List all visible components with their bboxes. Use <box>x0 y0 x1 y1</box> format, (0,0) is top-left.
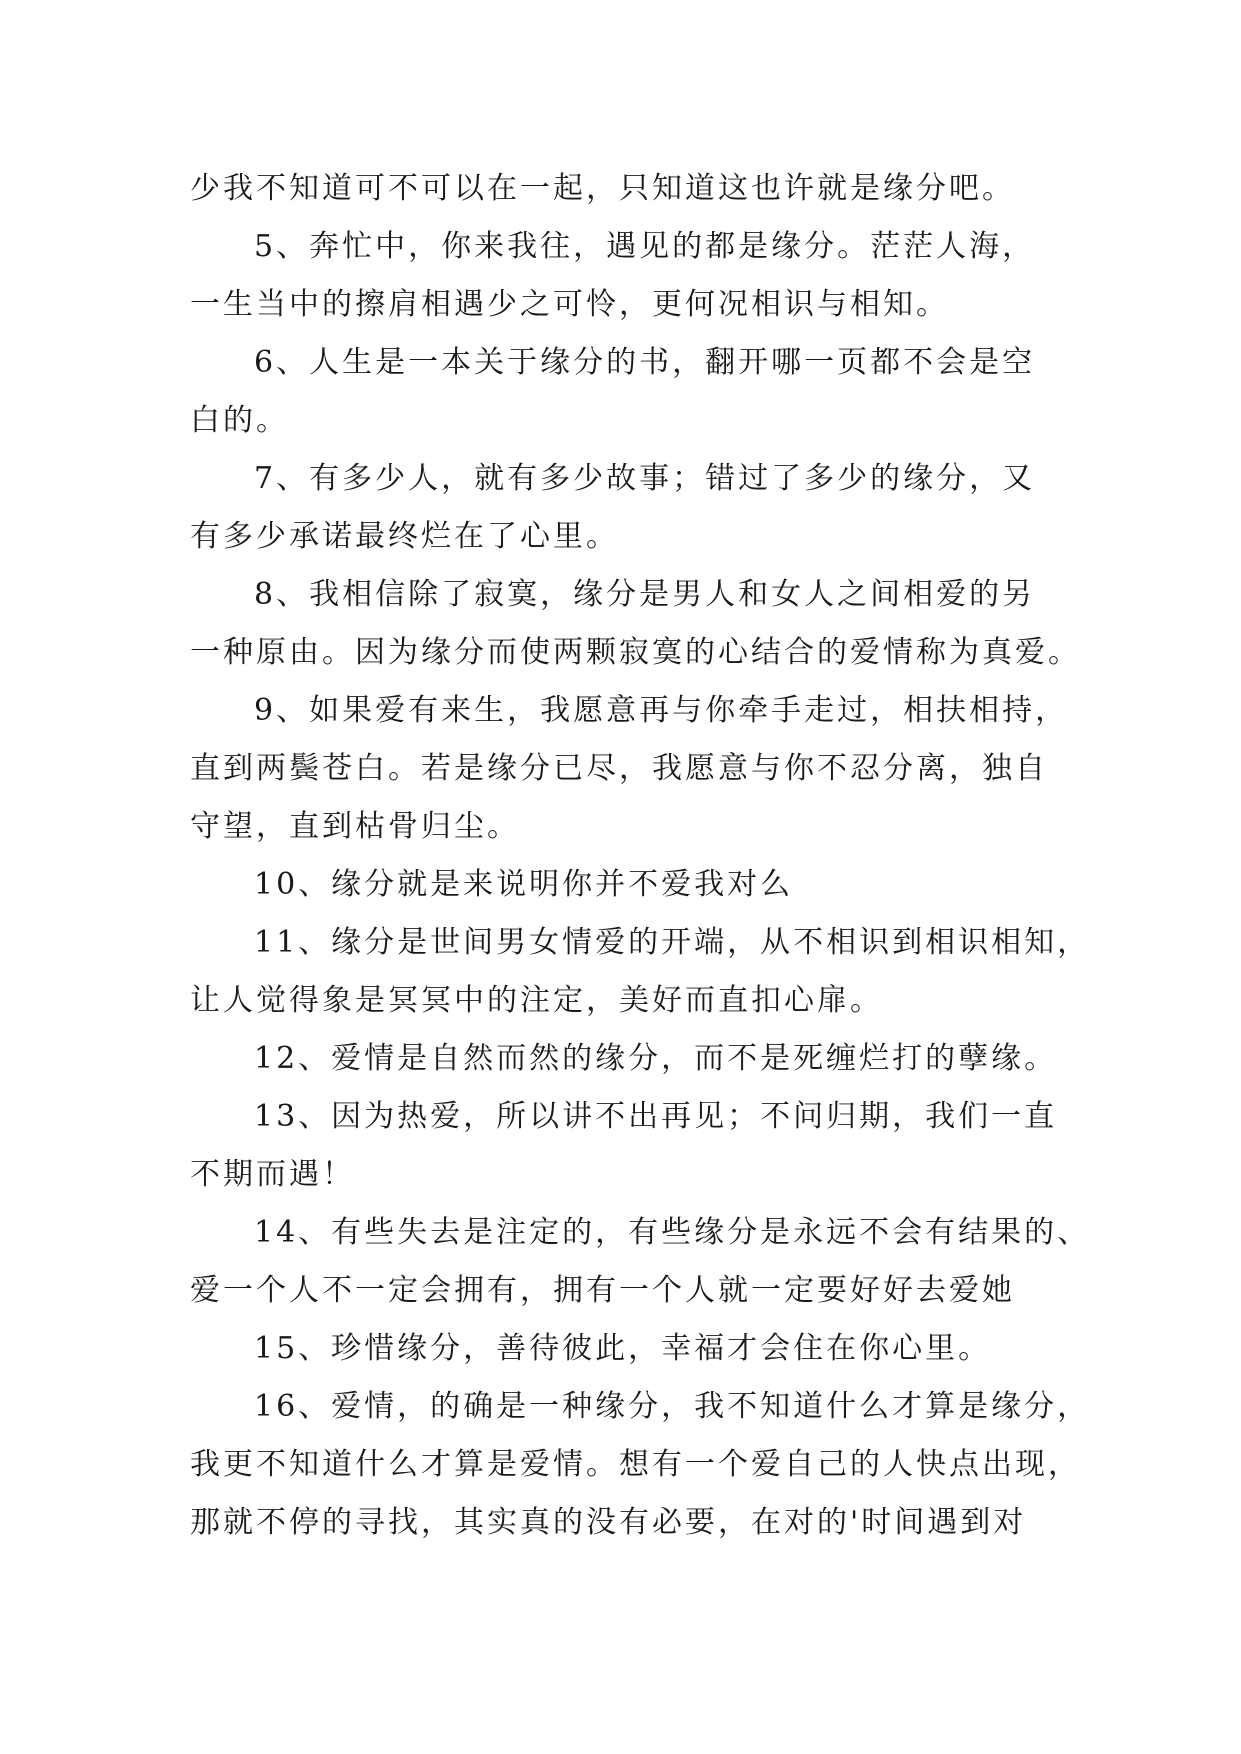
text-line: 9、如果爱有来生，我愿意再与你牵手走过，相扶相持， <box>254 693 1069 728</box>
paragraph-14 <box>190 1204 1091 1320</box>
paragraph-9 <box>190 682 1070 856</box>
text-line: 10、缘分就是来说明你并不爱我对么 <box>254 867 794 902</box>
text-line: 不期而遇！ <box>190 1157 355 1192</box>
paragraph-11 <box>190 914 1091 1030</box>
text-line: 13、因为热爱，所以讲不出再见；不问归期，我们一直 <box>254 1099 1058 1134</box>
text-line: 爱一个人不一定会拥有，拥有一个人就一定要好好去爱她 <box>190 1273 1015 1308</box>
paragraph-7 <box>190 450 1070 566</box>
text-line: 7、有多少人，就有多少故事；错过了多少的缘分，又 <box>254 461 1036 496</box>
text-line: 有多少承诺最终烂在了心里。 <box>190 519 619 554</box>
text-line: 16、爱情，的确是一种缘分，我不知道什么才算是缘分， <box>254 1389 1091 1424</box>
paragraph-5 <box>190 218 1070 334</box>
document-body <box>190 160 1091 1552</box>
text-line: 少我不知道可不可以在一起，只知道这也许就是缘分吧。 <box>190 171 1015 206</box>
text-line: 我更不知道什么才算是爱情。想有一个爱自己的人快点出现， <box>190 1447 1081 1482</box>
paragraph-8 <box>190 566 1081 682</box>
text-line: 一生当中的擦肩相遇少之可怜，更何况相识与相知。 <box>190 287 949 322</box>
text-line: 11、缘分是世间男女情爱的开端，从不相识到相识相知， <box>254 925 1091 960</box>
text-line: 守望，直到枯骨归尘。 <box>190 809 520 844</box>
text-line: 14、有些失去是注定的，有些缘分是永远不会有结果的、 <box>254 1215 1091 1250</box>
text-line: 6、人生是一本关于缘分的书，翻开哪一页都不会是空 <box>254 345 1036 380</box>
paragraph-13 <box>190 1088 1070 1204</box>
text-line: 15、珍惜缘分，善待彼此，幸福才会住在你心里。 <box>254 1331 992 1366</box>
paragraph-10 <box>190 856 1070 914</box>
text-line: 12、爱情是自然而然的缘分，而不是死缠烂打的孽缘。 <box>254 1041 1058 1076</box>
text-line: 5、奔忙中，你来我往，遇见的都是缘分。茫茫人海， <box>254 229 1036 264</box>
paragraph-6 <box>190 334 1070 450</box>
paragraph-continuation <box>190 160 1070 218</box>
paragraph-16 <box>190 1378 1091 1552</box>
text-line: 直到两鬓苍白。若是缘分已尽，我愿意与你不忍分离，独自 <box>190 751 1048 786</box>
text-line: 让人觉得象是冥冥中的注定，美好而直扣心扉。 <box>190 983 883 1018</box>
paragraph-15 <box>190 1320 1070 1378</box>
text-line: 8、我相信除了寂寞，缘分是男人和女人之间相爱的另 <box>254 577 1036 612</box>
text-line: 那就不停的寻找，其实真的没有必要，在对的'时间遇到对 <box>190 1505 1027 1540</box>
text-line: 白的。 <box>190 403 289 438</box>
paragraph-12 <box>190 1030 1070 1088</box>
text-line: 一种原由。因为缘分而使两颗寂寞的心结合的爱情称为真爱。 <box>190 635 1081 670</box>
